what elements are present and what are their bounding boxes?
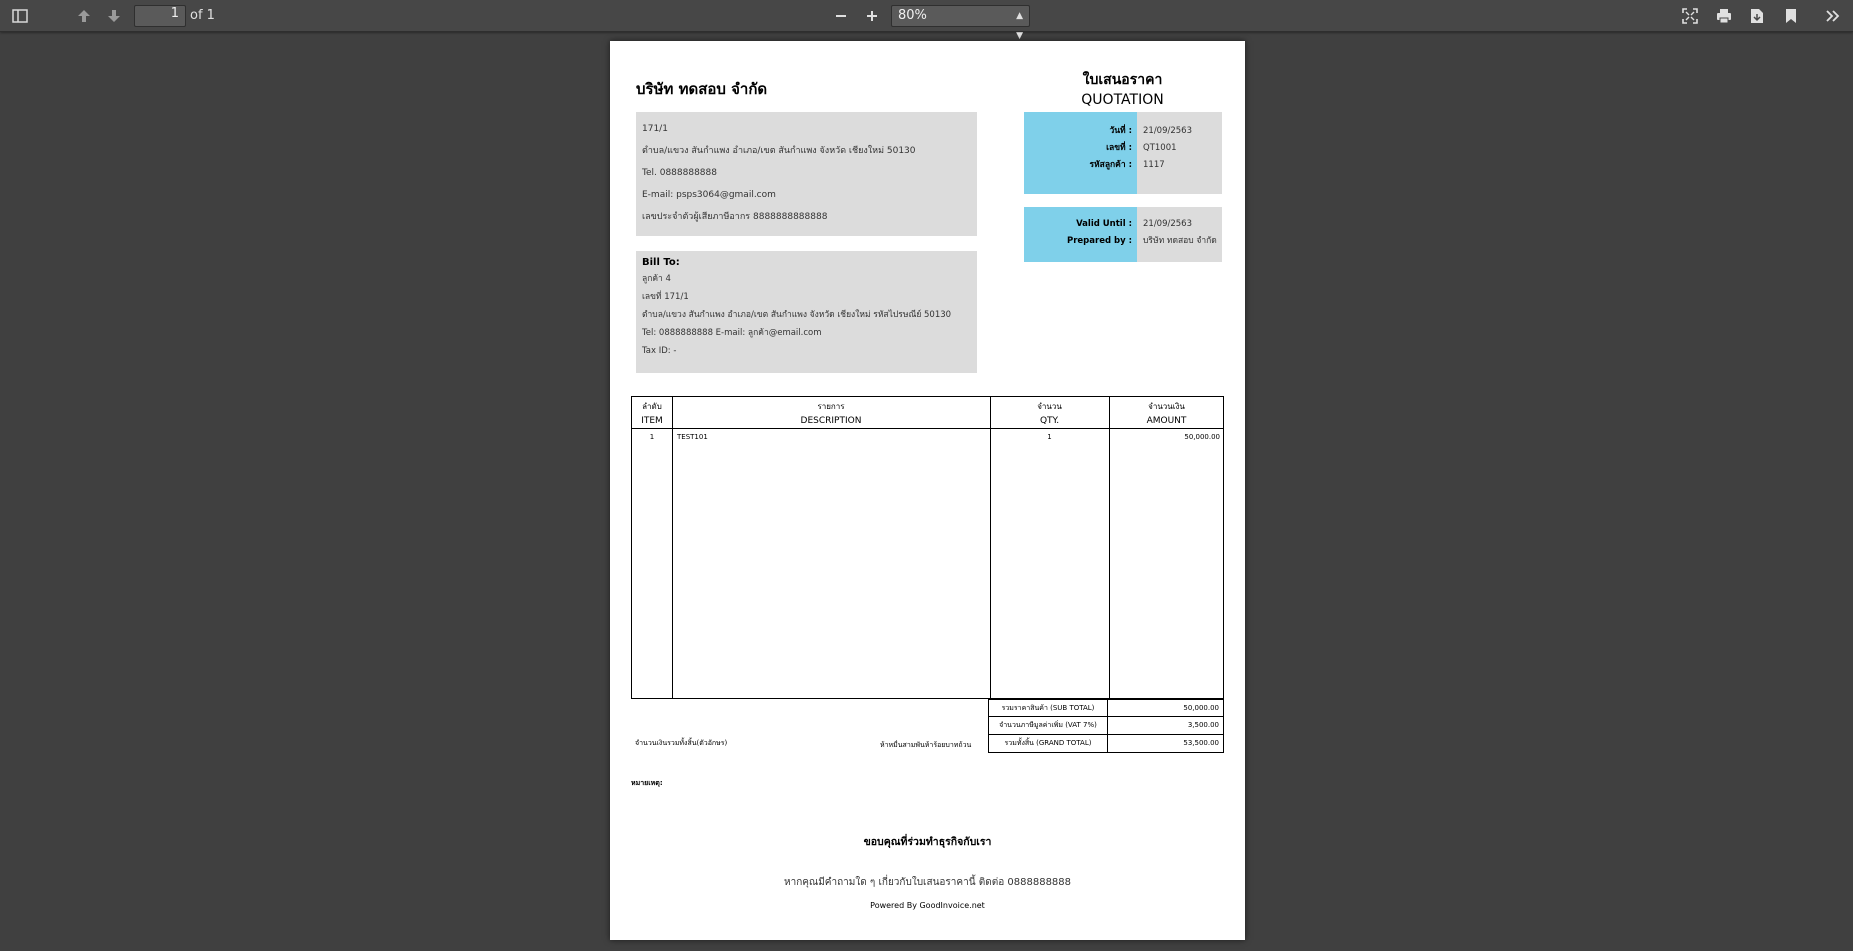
vat-label: จำนวนภาษีมูลค่าเพิ่ม (VAT 7%) — [989, 717, 1108, 734]
document-page — [610, 41, 1245, 940]
sidebar-toggle-icon[interactable] — [8, 4, 32, 28]
seller-info-box — [636, 112, 977, 236]
subtotal-row — [988, 699, 1224, 717]
arrow-up-icon[interactable] — [72, 4, 96, 28]
amount-words-label: จำนวนเงินรวมทั้งสิ้น(ตัวอักษร) — [635, 739, 728, 747]
header-description: รายการ DESCRIPTION — [800, 402, 862, 426]
validity-info-box — [1024, 207, 1222, 262]
seller-address2: ตำบล/แขวง สันกำแพง อำเภอ/เขต สันกำแพง จังหวัด เชียงใหม่ 50130 — [642, 146, 916, 156]
prepared-by-label: Prepared by : — [1067, 236, 1132, 246]
zoom-out-icon[interactable] — [829, 4, 853, 28]
date-label: วันที่ : — [1109, 126, 1132, 136]
number-value: QT1001 — [1143, 143, 1177, 153]
bill-to-address1: เลขที่ 171/1 — [642, 292, 689, 302]
page-total-label: of 1 — [190, 8, 215, 23]
download-icon[interactable] — [1745, 4, 1769, 28]
row-qty: 1 — [1047, 433, 1052, 441]
row-description: TEST101 — [677, 433, 708, 441]
company-name: บริษัท ทดสอบ จำกัด — [636, 80, 768, 98]
chevron-updown-icon: ▲ ▼ — [1016, 11, 1023, 41]
number-label: เลขที่ : — [1106, 143, 1132, 153]
vat-row — [988, 717, 1224, 735]
zoom-select[interactable] — [891, 5, 1030, 41]
powered-by: Powered By GoodInvoice.net — [870, 901, 985, 910]
seller-email: E-mail: psps3064@gmail.com — [642, 190, 776, 200]
amount-words-value: ห้าหมื่นสามพันห้าร้อยบาทถ้วน — [880, 741, 972, 749]
zoom-in-icon[interactable] — [860, 4, 884, 28]
thanks-message: ขอบคุณที่ร่วมทำธุรกิจกับเรา — [863, 836, 992, 848]
seller-address1: 171/1 — [642, 124, 668, 134]
bill-to-title: Bill To: — [642, 257, 680, 268]
arrow-down-icon[interactable] — [102, 4, 126, 28]
bill-to-address2: ตำบล/แขวง สันกำแพง อำเภอ/เขต สันกำแพง จังหวัด เชียงใหม่ รหัสไปรษณีย์ 50130 — [642, 310, 952, 320]
header-qty: จำนวน QTY. — [1037, 402, 1062, 426]
bill-to-box — [636, 251, 977, 373]
note-label: หมายเหตุ: — [631, 779, 663, 787]
customer-code-label: รหัสลูกค้า : — [1089, 160, 1132, 170]
header-item: ลำดับ ITEM — [641, 402, 663, 426]
bookmark-icon[interactable] — [1779, 4, 1803, 28]
row-amount: 50,000.00 — [1184, 433, 1220, 441]
subtotal-label: รวมราคาสินค้า (SUB TOTAL) — [989, 700, 1108, 716]
zoom-value: 80% — [898, 8, 927, 23]
tools-icon[interactable] — [1821, 4, 1845, 28]
doc-title-english: QUOTATION — [1081, 92, 1164, 108]
date-value: 21/09/2563 — [1143, 126, 1192, 136]
customer-code-value: 1117 — [1143, 160, 1165, 170]
quotation-info-box — [1024, 112, 1222, 194]
items-table — [631, 396, 1224, 699]
grand-total-value: 53,500.00 — [1183, 739, 1219, 747]
row-item: 1 — [649, 433, 655, 441]
header-amount: จำนวนเงิน AMOUNT — [1146, 402, 1187, 426]
subtotal-value: 50,000.00 — [1183, 704, 1219, 712]
bill-to-tax-id: Tax ID: - — [642, 346, 677, 356]
contact-line: หากคุณมีคำถามใด ๆ เกี่ยวกับใบเสนอราคานี้ ติดต่อ 0888888888 — [783, 877, 1072, 888]
page-number-input[interactable]: 1 — [134, 5, 186, 27]
grand-total-label: รวมทั้งสิ้น (GRAND TOTAL) — [989, 735, 1108, 752]
vat-value: 3,500.00 — [1187, 721, 1219, 729]
seller-tax-id: เลขประจำตัวผู้เสียภาษีอากร 8888888888888 — [642, 212, 828, 222]
viewer-toolbar — [0, 0, 1853, 41]
presentation-mode-icon[interactable] — [1678, 4, 1702, 28]
seller-tel: Tel. 0888888888 — [642, 168, 717, 178]
valid-until-value: 21/09/2563 — [1143, 219, 1192, 229]
print-icon[interactable] — [1712, 4, 1736, 28]
bill-to-name: ลูกค้า 4 — [642, 274, 671, 284]
doc-title-thai: ใบเสนอราคา — [1082, 72, 1163, 88]
grand-total-row — [988, 735, 1224, 753]
bill-to-contact: Tel: 0888888888 E-mail: ลูกค้า@email.com — [642, 328, 822, 338]
valid-until-label: Valid Until : — [1076, 219, 1132, 229]
prepared-by-value: บริษัท ทดสอบ จำกัด — [1143, 236, 1217, 246]
